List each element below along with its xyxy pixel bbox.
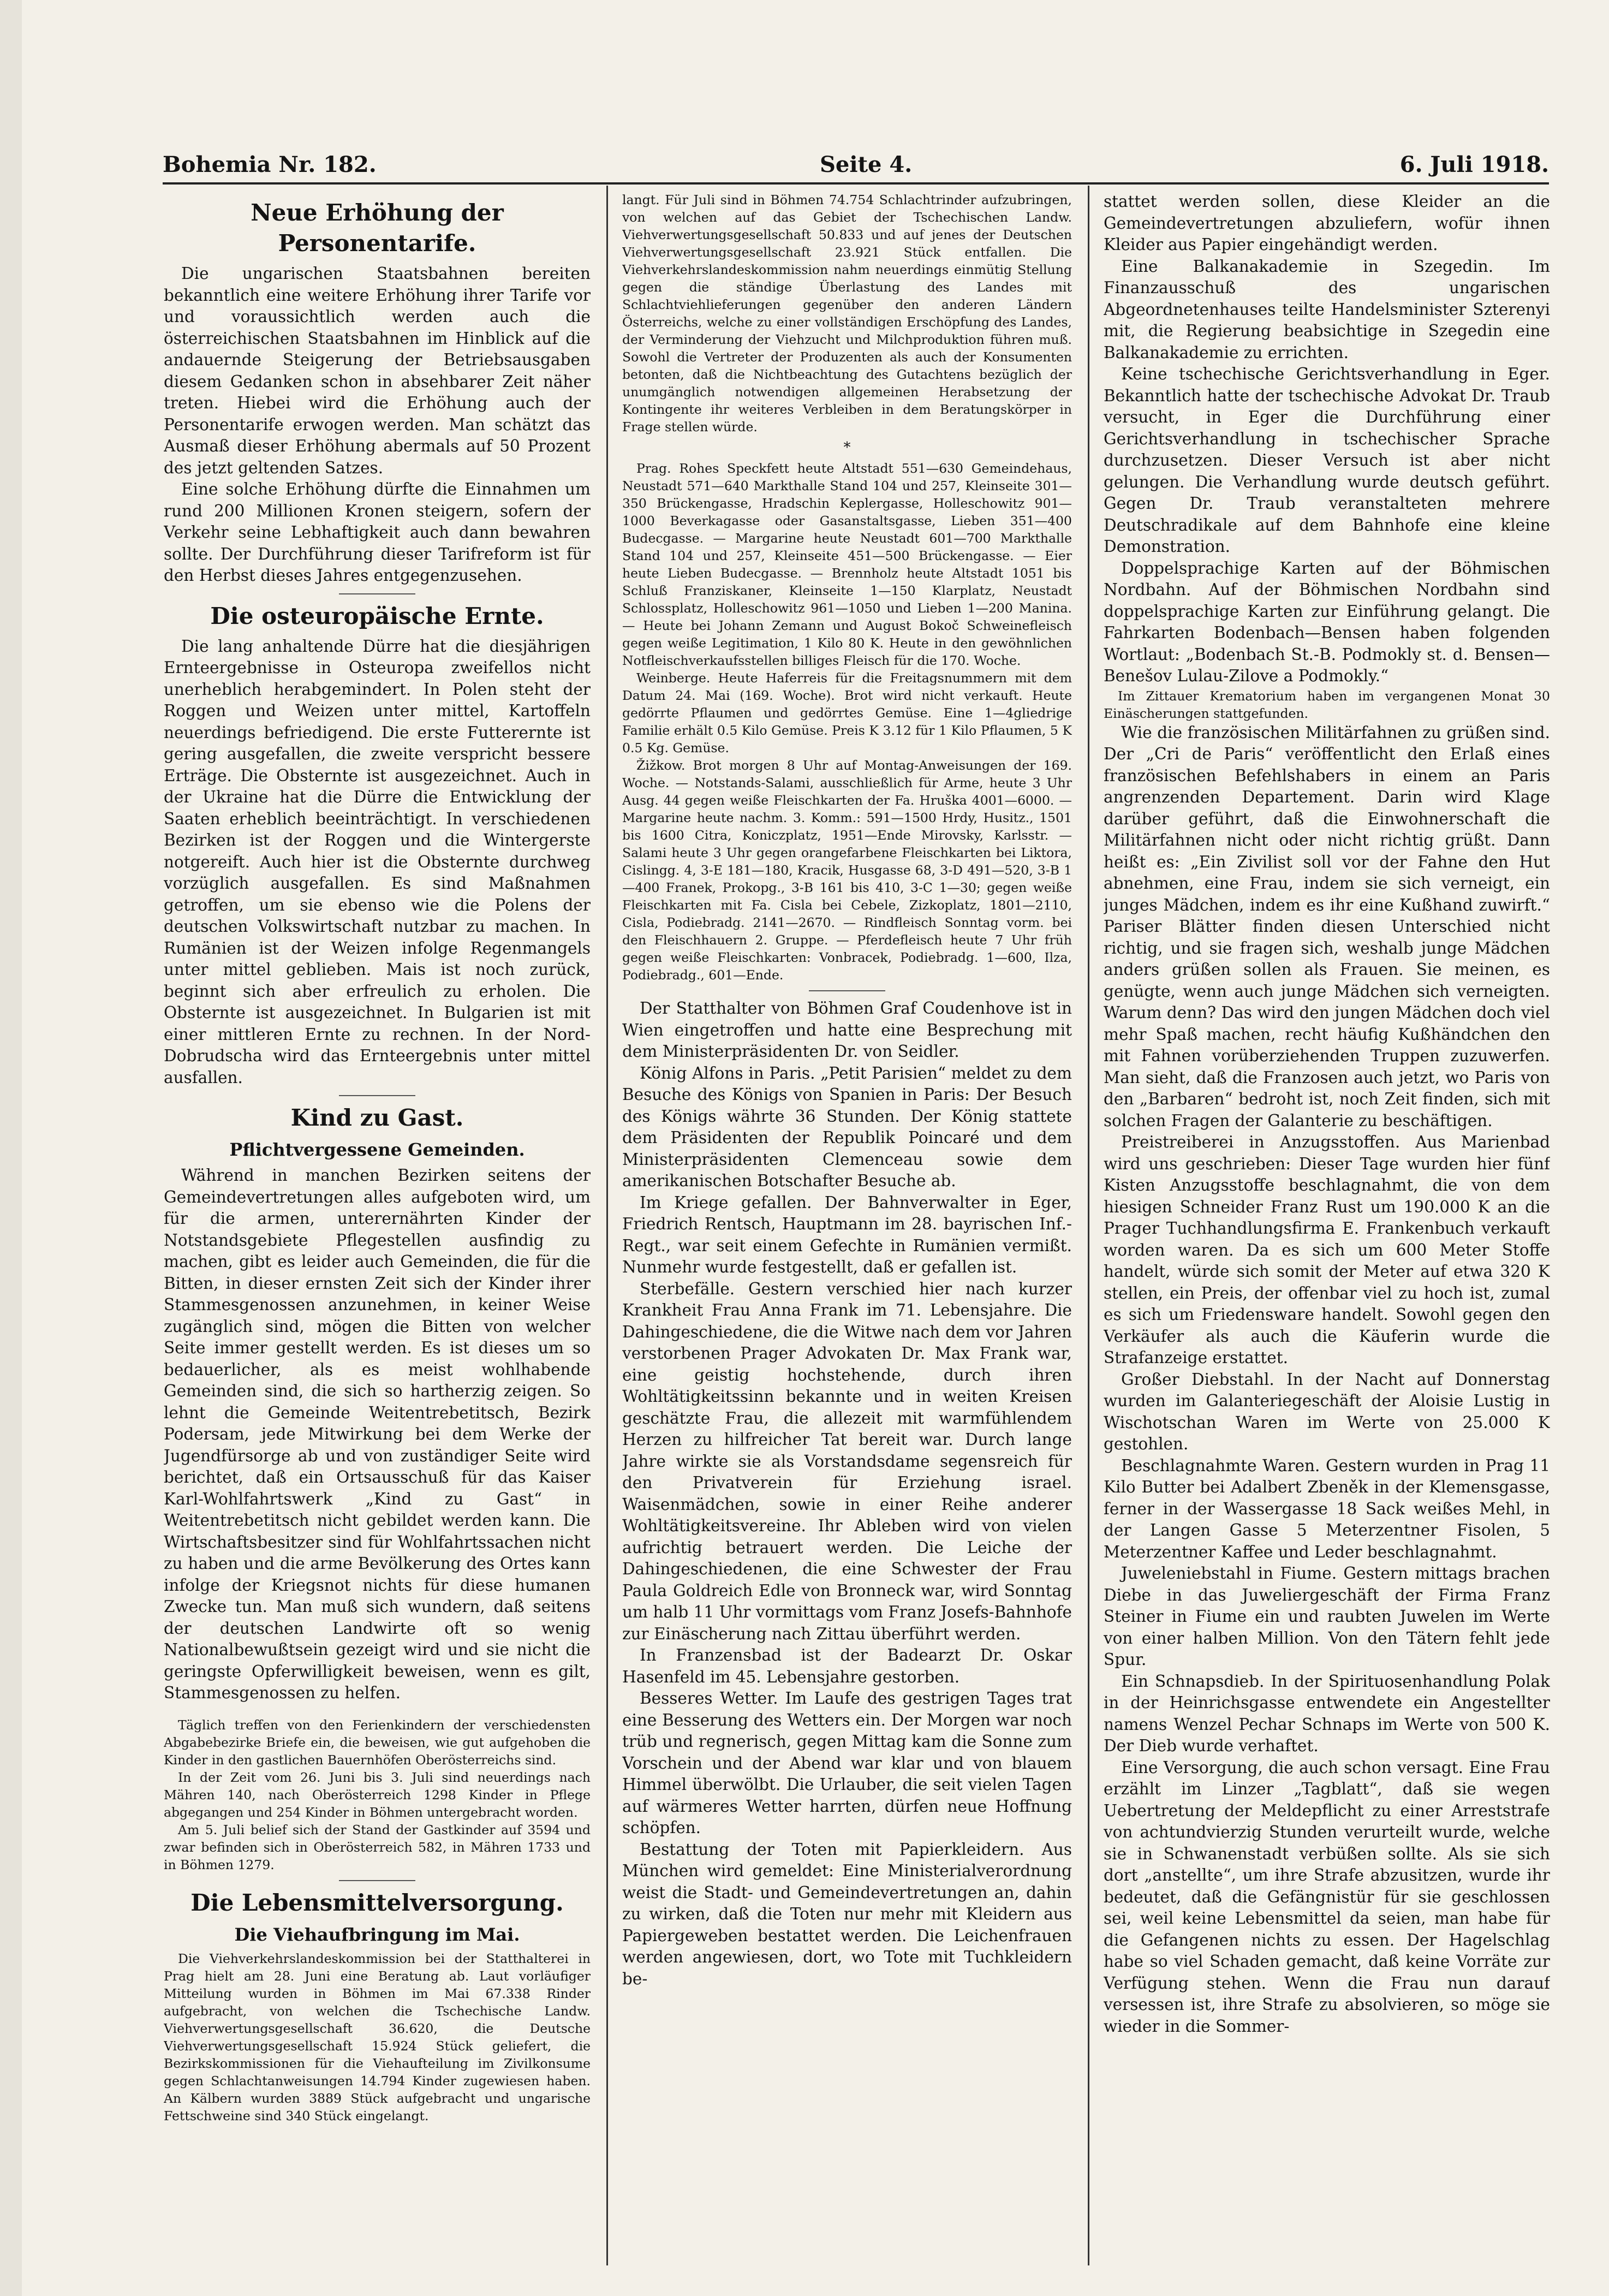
- article-paragraph: Die ungarischen Staatsbahnen bereiten bekanntlich eine weitere Erhöhung ihrer Tarife vor und voraussichtlich werden auch die österreichischen Staatsbahnen im Hinblick auf die andauernde Steigerung der Betriebsausgaben diesem Gedanken schon in absehbarer Zeit näher treten. Hiebei wird die Erhöhung auch der Personentarife erwogen werden. Man schätzt das Ausmaß dieser Erhöhung abermals auf 50 Prozent des jetzt geltenden Satzes.: [164, 264, 591, 477]
- column-1: [164, 191, 591, 2260]
- news-franzensbad: In Franzensbad ist der Badearzt Dr. Oskar Hasenfeld im 45. Lebensjahre gestorben.: [622, 1646, 1072, 1686]
- news-im-kriege-gefallen: Im Kriege gefallen. Der Bahnverwalter in Eger, Friedrich Rentsch, Hauptmann im 28. bayrischen Inf.-Regt., war seit einem Gefechte in Rumänien vermißt. Nunmehr wurde festgestellt, daß er gefallen ist.: [622, 1193, 1072, 1276]
- article-subheadline: Die Viehaufbringung im Mai.: [234, 1924, 520, 1945]
- article-kind-zu-gast: [164, 1103, 591, 1873]
- article-paragraph: langt. Für Juli sind in Böhmen 74.754 Schlachtrinder aufzubringen, von welchen auf das Gebiet der Tschechischen Landw. Viehverwertungsgesellschaft 50.833 und auf jenes der Deutschen Viehverwertungsgesellschaft 23.921 Stück entfallen. Die Viehverkehrslandeskommission nahm neuerdings einmütig Stellung gegen die ständige Überlastung des Landes mit Schlachtviehlieferungen gegenüber den anderen Ländern Österreichs, welche zu einer vollständigen Erschöpfung des Landes, der Verminderung der Viehzucht und Milchproduktion führen muß. Sowohl die Vertreter der Produzenten als auch der Konsumenten betonten, daß die Nichtbeachtung des Gutachtens bezüglich der unumgänglich notwendigen allgemeinen Herabsetzung der Kontingente ihr weiteres Verbleiben in dem Beratungskörper in Frage stellen würde.: [622, 192, 1072, 435]
- column-3: [1104, 191, 1550, 2260]
- small-print-body: [164, 1950, 591, 2125]
- notice-weinberge: Weinberge. Heute Haferreis für die Freitagsnummern mit dem Datum 24. Mai (169. Woche). Brot wird nicht verkauft. Heute gedörrte Pflaumen und gedörrtes Gemüse. Eine 1—4gliedrige Familie erhält 0.5 Kilo Gemüse. Preis K 3.12 für 1 Kilo Pflaumen, 5 K 0.5 Kg. Gemüse.: [622, 670, 1072, 756]
- article-headline: Die Lebensmittelversorgung.: [190, 1889, 564, 1916]
- header-rule: [163, 182, 1549, 185]
- article-separator: [339, 1095, 415, 1096]
- small-print-block: [622, 191, 1072, 984]
- page-header: [163, 148, 1549, 182]
- article-paragraph: Eine solche Erhöhung dürfte die Einnahmen um rund 200 Millionen Kronen steigern, sofern der Verkehr seine Lebhaftigkeit auch dann bewahren sollte. Der Durchführung dieser Tarifreform ist für den Herbst dieses Jahres entgegenzusehen.: [164, 480, 591, 585]
- article-paragraph: Die lang anhaltende Dürre hat die diesjährigen Ernteergebnisse in Osteuropa zweifellos nicht unerheblich herabgemindert. In Polen steht der Roggen und Weizen unter mittel, Kartoffeln neuerdings befriedigend. Die erste Futterernte ist gering ausgefallen, die zweite verspricht bessere Erträge. Die Obsternte ist ausgezeichnet. Auch in der Ukraine hat die Dürre die Entwicklung der Saaten erheblich beeinträchtigt. In verschiedenen Bezirken ist der Roggen und die Wintergerste notgereift. Auch hier ist die Obsternte durchweg vorzüglich ausgefallen. Es sind Maßnahmen getroffen, um sie ebenso wie die Polens der deutschen Volkswirtschaft nutzbar zu machen. In Rumänien ist der Weizen infolge Regenmangels unter mittel geblieben. Mais ist noch zurück, beginnt sich aber erfreulich zu erholen. Die Obsternte ist ausgezeichnet. In Bulgarien ist mit einer mittleren Ernte zu rechnen. In der Nord-Dobrudscha wird das Ernteergebnis unter mittel ausfallen.: [164, 637, 591, 1087]
- news-balkanakademie: Eine Balkanakademie in Szegedin. Im Finanzausschuß des ungarischen Abgeordnetenhauses teilte Handelsminister Szterenyi mit, die Regierung beabsichtige in Szegedin eine Balkanakademie zu errichten.: [1104, 257, 1550, 362]
- article-personentarife: [164, 198, 591, 587]
- issue-date: 6. Juli 1918.: [1399, 152, 1549, 177]
- news-juweliendiebstahl: Juweleniebstahl in Fiume. Gestern mittags brachen Diebe in das Juweliergeschäft der Firma Franz Steiner in Fiume ein und raubten Juwelen im Werte von einer halben Million. Von den Tätern fehlt jede Spur.: [1104, 1564, 1550, 1669]
- news-koenig-alfons: König Alfons in Paris. „Petit Parisien“ meldet zu dem Besuche des Königs von Spanien in Paris: Der Besuch des Königs währte 36 Stunden. Der König stattete dem Präsidenten der Republik Poincaré und dem Ministerpräsidenten Clemenceau sowie dem amerikanischen Botschafter Besuche ab.: [622, 1063, 1072, 1190]
- news-continuation: stattet werden sollen, diese Kleider an die Gemeindevertretungen abzuliefern, wofür ihnen Kleider aus Papier eingehändigt werden.: [1104, 192, 1550, 254]
- article-separator: [339, 1880, 415, 1881]
- news-preistreiberei: Preistreiberei in Anzugsstoffen. Aus Marienbad wird uns geschrieben: Dieser Tage wurden hier fünf Kisten Anzugsstoffe beschlagnahmt, die von dem hiesigen Schneider Franz Rust um 190.000 K an die Prager Tuchhandlungsfirma E. Frankenbuch verkauft worden waren. Da es sich um 600 Meter Stoffe handelt, würde sich somit der Meter auf etwa 320 K stellen, ein Preis, der offenbar viel zu hoch ist, zumal es sich um Friedensware handelt. Sowohl gegen den Verkäufer als auch die Käuferin wurde die Strafanzeige erstattet.: [1104, 1133, 1550, 1367]
- news-gerichtsverhandlung: Keine tschechische Gerichtsverhandlung in Eger. Bekanntlich hatte der tschechische Advokat Dr. Traub versucht, in Eger die Durchführung einer Gerichtsverhandlung in tschechischer Sprache durchzusetzen. Dieser Versuch ist aber nicht gelungen. Die Verhandlung wurde deutsch geführt. Gegen Dr. Traub veranstalteten mehrere Deutschradikale auf dem Bahnhofe eine kleine Demonstration.: [1104, 365, 1550, 556]
- news-beschlagnahmte-waren: Beschlagnahmte Waren. Gestern wurden in Prag 11 Kilo Butter bei Adalbert Zbeněk in der Klemensgasse, ferner in der Wassergasse 18 Sack weißes Mehl, in der Langen Gasse 5 Meterzentner Fisolen, 5 Meterzentner Kaffee und Leder beschlagnahmt.: [1104, 1456, 1550, 1561]
- column-2: [622, 191, 1072, 2260]
- article-subheadline: Pflichtvergessene Gemeinden.: [229, 1139, 525, 1160]
- news-militaerfahnen: Wie die französischen Militärfahnen zu grüßen sind. Der „Cri de Paris“ veröffentlicht den Erlaß eines französischen Befehlshabers in einem an Paris angrenzenden Departement. Darin wird Klage darüber geführt, daß die Einwohnerschaft die Militärfahnen nicht oder nicht richtig grüßt. Dann heißt es: „Ein Zivilist soll vor der Fahne den Hut abnehmen, eine Frau, indem sie sich verneigt, ein junges Mädchen, indem es ihr eine Kußhand zuwirft.“ Pariser Blätter finden diesen Unterschied nicht richtig, und sie fragen sich, weshalb junge Mädchen anders grüßen sollen als Frauen. Sie meinen, es genügte, wenn auch junge Mädchen sich verneigten. Warum denn? Das wird den jungen Mädchen doch viel mehr Spaß machen, recht häufig Kußhändchen den mit Fahnen vorüberziehenden Truppen zuzuwerfen. Man sieht, daß die Franzosen auch jetzt, wo Paris von den „Barbaren“ bedroht ist, noch Zeit finden, sich mit solchen Fragen der Galanterie zu beschäftigen.: [1104, 723, 1550, 1130]
- news-doppelsprachige-karten: Doppelsprachige Karten auf der Böhmischen Nordbahn. Auf der Böhmischen Nordbahn sind doppelsprachige Karten zur Einführung gelangt. Die Fahrkarten Bodenbach—Bensen haben folgenden Wortlaut: „Bodenbach St.-B. Podmokly st. d. Bensen—Benešov Lulau-Zilove a Podmokly.“: [1104, 558, 1550, 685]
- article-separator: [809, 990, 885, 991]
- article-ernte: [164, 601, 591, 1089]
- article-headline: Die osteuropäische Ernte.: [210, 602, 544, 629]
- news-sterbefaelle: Sterbefälle. Gestern verschied hier nach kurzer Krankheit Frau Anna Frank im 71. Lebensjahre. Die Dahingeschiedene, die die Witwe nach dem vor Jahren verstorbenen Prager Advokaten Dr. Max Frank war, eine geistig hochstehende, durch ihren Wohltätigkeitssinn bekannte und in weiten Kreisen geschätzte Frau, die allezeit mit warmfühlendem Herzen zu hilfreicher Tat bereit war. Durch lange Jahre wirkte sie als Vorstandsdame segensreich für den Privatverein für Erziehung israel. Waisenmädchen, sowie in einer Reihe anderer Wohltätigkeitsvereine. Ihr Ableben wird von vielen aufrichtig betrauert werden. Die Leiche der Dahingeschiedenen, die eine Schwester der Frau Paula Goldreich Edle von Bronneck war, wird Sonntag um halb 11 Uhr vormittags vom Franz Josefs-Bahnhofe zur Einäscherung nach Zittau überführt werden.: [622, 1279, 1072, 1643]
- news-schnapsdieb: Ein Schnapsdieb. In der Spirituosenhandlung Polak in der Heinrichsgasse entwendete ein Angestellter namens Wenzel Pechar Schnaps im Werte von 500 K. Der Dieb wurde verhaftet.: [1104, 1672, 1550, 1755]
- note-paragraph: Täglich treffen von den Ferienkindern der verschiedensten Abgabebezirke Briefe ein, die beweisen, wie gut aufgehoben die Kinder in den gastlichen Bauernhöfen Oberösterreichs sind.: [164, 1717, 591, 1768]
- news-grosser-diebstahl: Großer Diebstahl. In der Nacht auf Donnerstag wurden im Galanteriegeschäft der Aloisie Lustig in Wischotschan Waren im Werte von 25.000 K gestohlen.: [1104, 1370, 1550, 1453]
- section-asterisk: *: [843, 439, 851, 456]
- column-divider-1: [606, 186, 608, 2265]
- article-lebensmittelversorgung: [164, 1888, 591, 2125]
- small-print-note: [1104, 687, 1550, 722]
- note-paragraph: Am 5. Juli belief sich der Stand der Gastkinder auf 3594 und zwar befinden sich in Oberösterreich 582, in Mähren 1733 und in Böhmen 1279.: [164, 1822, 591, 1872]
- page-number: Seite 4.: [820, 152, 913, 177]
- news-versorgung: Eine Versorgung, die auch schon versagt. Eine Frau erzählt im Linzer „Tagblatt“, daß sie wegen Uebertretung der Meldepflicht zu einer Arreststrafe von achtundvierzig Stunden verurteilt wurde, welche sie in Schwanenstadt verbüßen sollte. Als sie sich dort „anstellte“, um ihre Strafe abzusitzen, wurde ihr bedeutet, daß die Gefängnistür für sie geschlossen sei, weil keine Lebensmittel da seien, man habe für die Gefangenen nichts zu essen. Der Hagelschlag habe so viel Schaden gemacht, daß keine Vorräte zur Verfügung stehen. Wenn die Frau nun darauf versessen ist, ihre Strafe zu absolvieren, so möge sie wieder in die Sommer-: [1104, 1758, 1550, 2036]
- notice-prag: Prag. Rohes Speckfett heute Altstadt 551—630 Gemeindehaus, Neustadt 571—640 Markthalle Stand 104 und 257, Kleinseite 301—350 Brückengasse, Hradschin Keplergasse, Holleschowitz 901—1000 Beverkagasse oder Gasanstaltsgasse, Lieben 351—400 Budecgasse. — Margarine heute Neustadt 601—700 Markthalle Stand 104 und 257, Kleinseite 451—500 Brückengasse. — Eier heute Lieben Budecgasse. — Brennholz heute Altstadt 1051 bis Schluß Franziskaner, Kleinseite 1—150 Klarplatz, Neustadt Schlossplatz, Holleschowitz 961—1050 und Lieben 1—200 Manina. — Heute bei Johann Zemann und August Bokoč Schweinefleisch gegen weiße Legitimation, 1 Kilo 80 K. Heute in den gewöhnlichen Notfleischverkaufsstellen billiges Fleisch für die 170. Woche.: [622, 461, 1072, 668]
- article-headline: Neue Erhöhung der Personentarife.: [251, 199, 504, 257]
- small-print-notes: [164, 1716, 591, 1873]
- article-headline: Kind zu Gast.: [290, 1104, 464, 1131]
- article-paragraph: Die Viehverkehrslandeskommission bei der Statthalterei in Prag hielt am 28. Juni eine Beratung ab. Laut vorläufiger Mitteilung wurden in Böhmen im Mai 67.338 Rinder aufgebracht, von welchen die Tschechische Landw. Viehverwertungsgesellschaft 36.620, die Deutsche Viehverwertungsgesellschaft 15.924 Stück geliefert, die Bezirkskommissionen für die Viehaufteilung im Zivilkonsume gegen Schlachtanweisungen 14.794 Kinder zugewiesen haben. An Kälbern wurden 3889 Stück aufgebracht und ungarische Fettschweine sind 340 Stück eingelangt.: [164, 1950, 591, 2123]
- note-paragraph: In der Zeit vom 26. Juni bis 3. Juli sind neuerdings nach Mähren 140, nach Oberösterreich 1298 Kinder in Pflege abgegangen und 254 Kinder in Böhmen untergebracht worden.: [164, 1769, 591, 1820]
- news-bestattung: Bestattung der Toten mit Papierkleidern. Aus München wird gemeldet: Eine Ministerialverordnung weist die Stadt- und Gemeindevertretungen an, dahin zu wirken, daß die Toten nur mehr mit Kleidern aus Papiergeweben bestattet werden. Die Leichenfrauen werden angewiesen, dort, wo Tote mit Tuchkleidern be-: [622, 1840, 1072, 1988]
- news-statthalter: Der Statthalter von Böhmen Graf Coudenhove ist in Wien eingetroffen und hatte eine Besprechung mit dem Ministerpräsidenten Dr. von Seidler.: [622, 999, 1072, 1061]
- page-edge-shadow: [0, 0, 22, 2296]
- article-separator: [339, 593, 415, 594]
- news-besseres-wetter: Besseres Wetter. Im Laufe des gestrigen Tages trat eine Besserung des Wetters ein. Der Morgen war noch trüb und regnerisch, gegen Mittag kam die Sonne zum Vorschein und der Abend war klar und von blauem Himmel überwölbt. Die Urlauber, die seit vielen Tagen auf wärmeres Wetter harrten, dürfen neue Hoffnung schöpfen.: [622, 1689, 1072, 1837]
- news-zittau: Im Zittauer Krematorium haben im vergangenen Monat 30 Einäscherungen stattgefunden.: [1104, 688, 1550, 721]
- newspaper-issue: Bohemia Nr. 182.: [163, 152, 377, 177]
- notice-zizkow: Žižkow. Brot morgen 8 Uhr auf Montag-Anweisungen der 169. Woche. — Notstands-Salami, ausschließlich für Arme, heute 3 Uhr Ausg. 44 gegen weiße Fleischkarten der Fa. Hruška 4001—6000. — Margarine heute nachm. 3. Komm.: 591—1500 Hrdy, Husitz., 1501 bis 1600 Citra, Koniczplatz, 1951—Ende Mirovsky, Karlsstr. — Salami heute 3 Uhr gegen orangefarbene Fleischkarten bei Liktora, Cislingg. 4, 3-E 181—180, Kracik, Husgasse 68, 3-D 491—520, 3-B 1—400 Franek, Prokopg., 3-B 161 bis 410, 3-C 1—30; gegen weiße Fleischkarten mit Fa. Cisla bei Cebele, Zizkoplatz, 1801—2110, Cisla, Podiebradg. 2141—2670. — Rindfleisch Sonntag vorm. bei den Fleischhauern 2. Gruppe. — Pferdefleisch heute 7 Uhr früh gegen weiße Fleischkarten: Vonbracek, Podiebradg. 1—600, Ilza, Podiebradg., 601—Ende.: [622, 758, 1072, 983]
- column-divider-2: [1088, 186, 1089, 2265]
- article-paragraph: Während in manchen Bezirken seitens der Gemeindevertretungen alles aufgeboten wird, um für die armen, unterernährten Kinder der Notstandsgebiete Pflegestellen ausfindig zu machen, gibt es leider auch Gemeinden, die für die Bitten, in dieser ernsten Zeit sich der Kinder ihrer Stammesgenossen anzunehmen, in keiner Weise zugänglich sind, mögen die Bitten von welcher Seite immer gestellt werden. Es ist dieses um so bedauerlicher, als es meist wohlhabende Gemeinden sind, die sich so hartherzig zeigen. So lehnt die Gemeinde Weitentrebetitsch, Bezirk Podersam, jede Mitwirkung bei dem Werke der Jugendfürsorge ab und von zuständiger Seite wird berichtet, daß ein Ortsausschuß für das Kaiser Karl-Wohlfahrtswerk „Kind zu Gast“ in Weitentrebetitsch nicht gebildet werden kann. Die Wirtschaftsbesitzer sind für Wohlfahrtssachen nicht zu haben und die arme Bevölkerung des Ortes kann infolge der Kriegsnot nichts für diese humanen Zwecke tun. Man muß sich wundern, daß seitens der deutschen Landwirte oft so wenig Nationalbewußtsein gezeigt wird und sie nicht die geringste Opferwilligkeit beweisen, wenn es gilt, Stammesgenossen zu helfen.: [164, 1166, 591, 1702]
